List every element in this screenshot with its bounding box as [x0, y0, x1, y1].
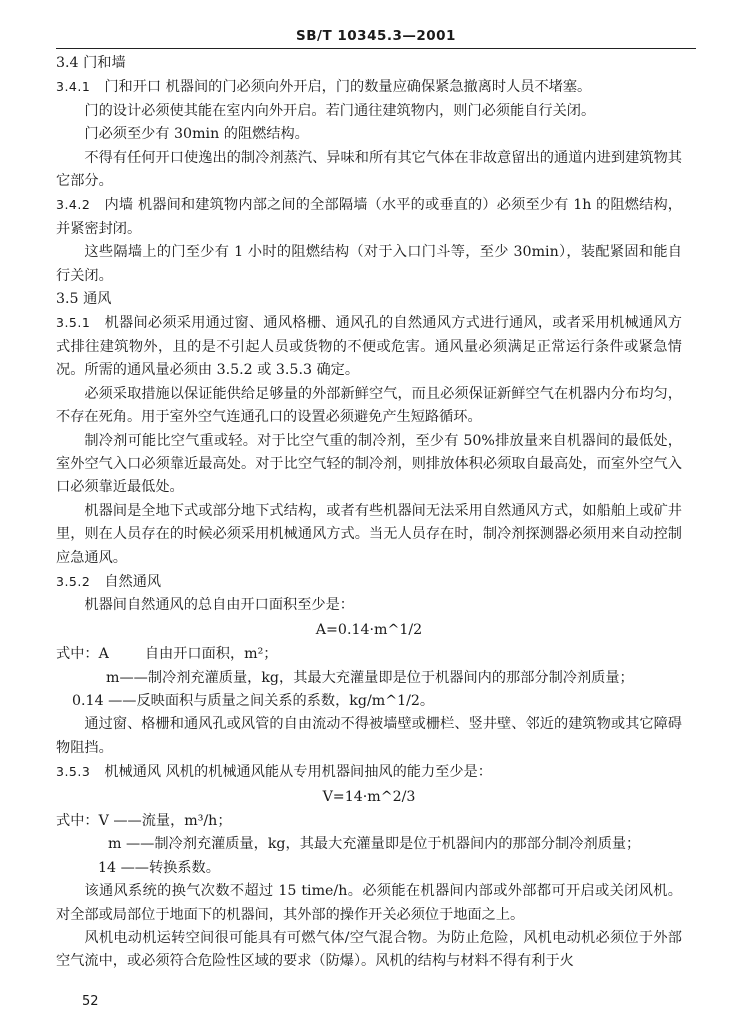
- clause-text: 自然通风: [104, 573, 162, 590]
- paragraph: 这些隔墙上的门至少有 1 小时的阻燃结构（对于入口门斗等，至少 30min），装配紧固和能自行关闭。: [56, 244, 682, 284]
- clause-number: 3.5.2: [56, 573, 91, 589]
- clause-text: 机械通风 风机的机械通风能从专用机器间抽风的能力至少是：: [104, 764, 492, 781]
- section-3-4-heading: 3.4 门和墙: [56, 55, 126, 71]
- page-number: 52: [82, 994, 99, 1009]
- definition-text: 自由开口面积，m²；: [144, 646, 278, 663]
- paragraph: 门必须至少有 30min 的阻燃结构。: [84, 126, 309, 143]
- paragraph: 必须采取措施以保证能供给足够量的外部新鲜空气，而且必须保证新鲜空气在机器内分布均匀，不存在死角。用于室外空气连通孔口的设置必须避免产生短路循环。: [56, 385, 682, 426]
- clause-number: 3.5.1: [56, 315, 91, 331]
- formula-area: A=0.14·m^1/2: [315, 621, 423, 638]
- clause-number: 3.5.3: [56, 764, 91, 780]
- formula-definition: 14 ——转换系数。: [98, 859, 220, 876]
- formula-definition: m——制冷剂充灌质量，kg，其最大充灌量即是位于机器间内的那部分制冷剂质量；: [106, 669, 634, 686]
- paragraph: 机器间是全地下式或部分地下式结构，或者有些机器间无法采用自然通风方式，如船舶上或矿井里，则在人员存在的时候必须采用机械通风方式。当无人员存在时，制冷剂探测器必须用来自动控制应急通风。: [56, 502, 682, 566]
- clause-text: 门和开口 机器间的门必须向外开启，门的数量应确保紧急撤离时人员不堵塞。: [104, 79, 592, 96]
- paragraph: 不得有任何开口使逸出的制冷剂蒸汽、异味和所有其它气体在非故意留出的通道内进到建筑物其它部分。: [56, 149, 682, 190]
- clause-3-5-2: [56, 570, 682, 594]
- paragraph: 制冷剂可能比空气重或轻。对于比空气重的制冷剂，至少有 50%排放量来自机器间的最低处，室外空气入口必须靠近最高处。对于比空气轻的制冷剂，则排放体积必须取自最高处，而室外空气入口必须靠近最低处。: [56, 432, 682, 496]
- clause-number: 3.4.1: [56, 79, 91, 95]
- section-3-5-heading: 3.5 通风: [56, 291, 112, 308]
- where-label: 式中：A: [56, 646, 109, 663]
- clause-3-4-2: [56, 193, 682, 241]
- paragraph: 该通风系统的换气次数不超过 15 time/h。必须能在机器间内部或外部都可开启或关闭风机。对全部或局部位于地面下的机器间，其外部的操作开关必须位于地面之上。: [56, 883, 682, 923]
- clause-number: 3.4.2: [56, 197, 91, 213]
- clause-text: 内墙 机器间和建筑物内部之间的全部隔墙（水平的或垂直的）必须至少有 1h 的阻燃结构，并紧密封闭。: [56, 197, 682, 237]
- paragraph: 门的设计必须使其能在室内向外开启。若门通往建筑物内，则门必须能自行关闭。: [84, 102, 596, 119]
- formula-definition: 式中：V ——流量，m³/h；: [56, 813, 232, 829]
- formula-flow: V=14·m^2/3: [322, 788, 416, 805]
- standard-code-header: SB/T 10345.3—2001: [296, 28, 456, 44]
- clause-3-5-3: [56, 760, 682, 784]
- formula-definition: m ——制冷剂充灌质量，kg，其最大充灌量即是位于机器间内的那部分制冷剂质量；: [108, 836, 641, 853]
- header-rule: [56, 48, 696, 49]
- paragraph: 通过窗、格栅和通风孔或风管的自由流动不得被墙壁或栅栏、竖井壁、邻近的建筑物或其它障碍物阻挡。: [56, 716, 682, 756]
- clause-3-5-1: [56, 311, 682, 382]
- document-body: [56, 52, 682, 974]
- clause-text: 机器间必须采用通过窗、通风格栅、通风孔的自然通风方式进行通风，或者采用机械通风方式排往建筑物外，且的是不引起人员或货物的不便或危害。通风量必须满足正常运行条件或紧急情况。所需的通风量必须由 3.5.2 或 3.5.3 确定。: [56, 315, 682, 379]
- formula-definition: 0.14 ——反映面积与质量之间关系的系数，kg/m^1/2。: [72, 692, 435, 709]
- formula-definition: [56, 643, 682, 666]
- clause-3-4-1: [56, 75, 682, 99]
- paragraph: 机器间自然通风的总自由开口面积至少是：: [84, 597, 354, 614]
- paragraph: 风机电动机运转空间很可能具有可燃气体/空气混合物。为防止危险，风机电动机必须位于外部空气流中，或必须符合危险性区域的要求（防爆）。风机的结构与材料不得有利于火: [56, 930, 682, 970]
